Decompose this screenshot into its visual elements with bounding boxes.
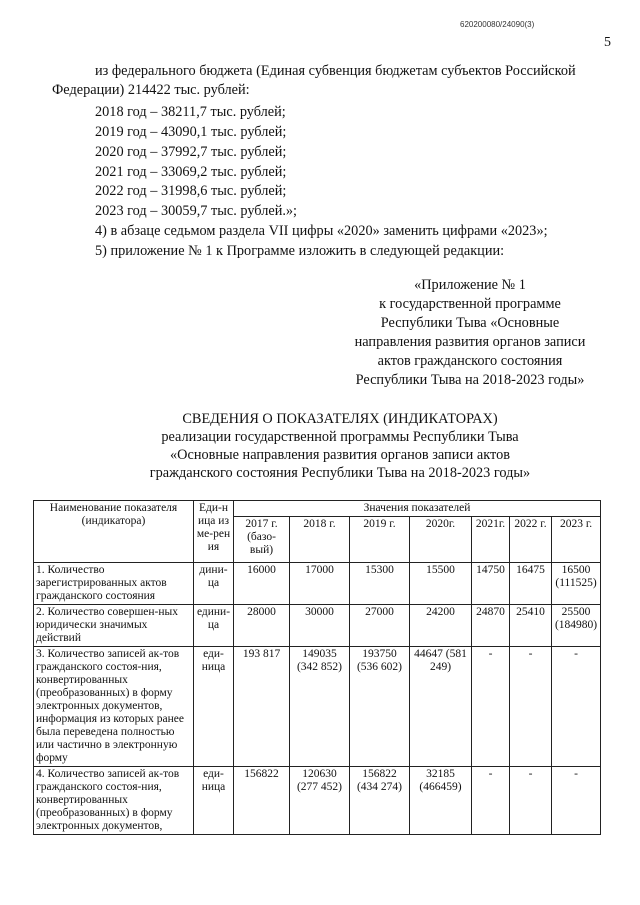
page-bottom-margin (0, 845, 640, 905)
document-id: 620200080/24090(3) (460, 20, 535, 29)
indicator-value: 156822 (434 274) (350, 767, 410, 835)
body-line: 2021 год – 33069,2 тыс. рублей; (95, 164, 287, 180)
appendix-note (340, 276, 600, 390)
appendix-line: Республики Тыва на 2018-2023 годы» (355, 372, 585, 388)
indicator-unit: еди-ница (194, 647, 234, 767)
table-row (34, 563, 601, 605)
appendix-line: актов гражданского состояния (377, 353, 563, 369)
appendix-line: к государственной программе (379, 296, 561, 312)
body-line: 2022 год – 31998,6 тыс. рублей; (95, 183, 287, 199)
indicator-value: 149035 (342 852) (290, 647, 350, 767)
body-line: 2023 год – 30059,7 тыс. рублей.»; (95, 203, 298, 219)
indicator-value: - (510, 647, 552, 767)
body-line: 2020 год – 37992,7 тыс. рублей; (95, 144, 287, 160)
indicator-value: - (552, 767, 601, 835)
header-year: 2017 г. (базо-вый) (234, 517, 290, 563)
header-year: 2023 г. (552, 517, 601, 563)
indicator-name: 4. Количество записей ак-тов гражданского состоя-ния, конвертированных (преобразованных) в форму электронных документов, (34, 767, 194, 835)
table-heading (100, 410, 580, 482)
indicator-value: 16000 (234, 563, 290, 605)
indicator-value: 156822 (234, 767, 290, 835)
indicator-value: 25410 (510, 605, 552, 647)
appendix-line: Республики Тыва «Основные (380, 315, 560, 331)
indicator-value: 14750 (472, 563, 510, 605)
page-number: 5 (604, 35, 611, 50)
indicator-name: 2. Количество совершен-ных юридически значимых действий (34, 605, 194, 647)
heading-line: гражданского состояния Республики Тыва на 2018-2023 годы» (149, 465, 531, 481)
indicator-value: 193 817 (234, 647, 290, 767)
indicator-value: 16475 (510, 563, 552, 605)
indicator-unit: дини-ца (194, 563, 234, 605)
indicator-name: 3. Количество записей ак-тов гражданского состоя-ния, конвертированных (преобразованных) в форму электронных документов, информация из которых ранее была переведена полностью или частично в электронную форму (34, 647, 194, 767)
indicator-value: - (510, 767, 552, 835)
indicator-value: 28000 (234, 605, 290, 647)
indicator-value: 16500 (111525) (552, 563, 601, 605)
table-row (34, 647, 601, 767)
body-line: 2019 год – 43090,1 тыс. рублей; (95, 124, 287, 140)
indicator-value: 193750 (536 602) (350, 647, 410, 767)
indicator-value: - (552, 647, 601, 767)
heading-line: СВЕДЕНИЯ О ПОКАЗАТЕЛЯХ (ИНДИКАТОРАХ) (182, 411, 498, 427)
appendix-line: направления развития органов записи (354, 334, 586, 350)
indicator-value: 25500 (184980) (552, 605, 601, 647)
indicator-value: 24870 (472, 605, 510, 647)
header-values: Значения показателей (234, 501, 601, 517)
indicator-value: 15300 (350, 563, 410, 605)
body-line: 2018 год – 38211,7 тыс. рублей; (95, 104, 286, 120)
indicator-name: 1. Количество зарегистрированных актов гражданского состояния (34, 563, 194, 605)
header-indicator-name: Наименование показателя (индикатора) (34, 501, 194, 563)
body-line: из федерального бюджета (Единая субвенция бюджетам субъектов Российской (95, 63, 576, 79)
header-year: 2020г. (410, 517, 472, 563)
indicator-value: 44647 (581 249) (410, 647, 472, 767)
indicator-value: 32185 (466459) (410, 767, 472, 835)
heading-line: «Основные направления развития органов записи актов (170, 447, 510, 463)
indicator-value: 15500 (410, 563, 472, 605)
indicator-value: - (472, 647, 510, 767)
appendix-line: «Приложение № 1 (414, 277, 526, 293)
indicator-value: 27000 (350, 605, 410, 647)
table-row (34, 605, 601, 647)
body-line: 5) приложение № 1 к Программе изложить в следующей редакции: (95, 243, 505, 259)
indicator-unit: еди-ница (194, 767, 234, 835)
indicator-value: 24200 (410, 605, 472, 647)
body-line: 4) в абзаце седьмом раздела VII цифры «2020» заменить цифрами «2023»; (95, 223, 548, 239)
indicator-value: 30000 (290, 605, 350, 647)
heading-line: реализации государственной программы Республики Тыва (161, 429, 519, 445)
header-year: 2018 г. (290, 517, 350, 563)
indicator-value: 17000 (290, 563, 350, 605)
body-line: Федерации) 214422 тыс. рублей: (52, 82, 250, 98)
header-year: 2019 г. (350, 517, 410, 563)
indicators-table (33, 500, 601, 835)
indicator-value: 120630 (277 452) (290, 767, 350, 835)
table-row (34, 767, 601, 835)
header-year: 2022 г. (510, 517, 552, 563)
header-year: 2021г. (472, 517, 510, 563)
indicator-value: - (472, 767, 510, 835)
indicator-unit: едини-ца (194, 605, 234, 647)
header-unit: Еди-ница изме-рения (194, 501, 234, 563)
